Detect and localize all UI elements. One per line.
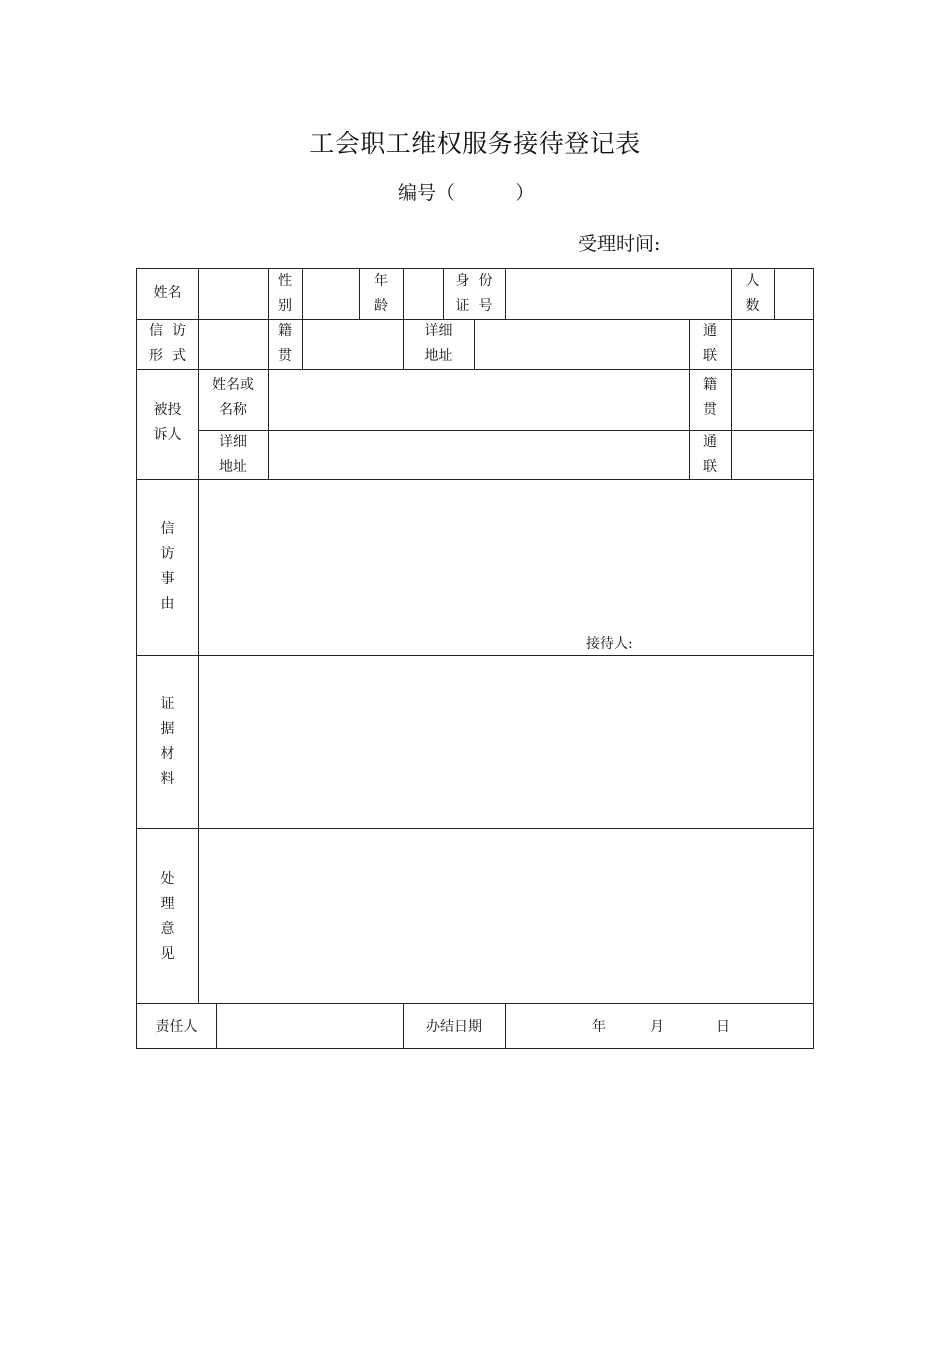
col-divider <box>505 1003 506 1048</box>
accept-time-label: 受理时间: <box>578 233 661 255</box>
day-label: 日 <box>716 1019 730 1035</box>
col-divider <box>198 319 199 369</box>
document-title: 工会职工维权服务接待登记表 <box>309 129 641 158</box>
col-divider <box>216 1003 217 1048</box>
people-count-label: 人 数 <box>745 273 760 314</box>
row-divider <box>137 1003 813 1004</box>
address-label: 详细 地址 <box>424 323 453 364</box>
row-divider <box>137 655 813 656</box>
visit-form-label: 信 访 形 式 <box>149 323 186 364</box>
col-divider <box>403 269 404 319</box>
respondent-address-label: 详细 地址 <box>219 434 247 475</box>
month-label: 月 <box>650 1019 664 1035</box>
petition-reason-label: 信 访 事 由 <box>160 521 175 612</box>
receiver-label: 接待人: <box>586 636 633 652</box>
age-label: 年 龄 <box>374 273 388 314</box>
contact-label: 通 联 <box>703 323 717 364</box>
col-divider <box>268 369 269 479</box>
respondent-contact-label: 通 联 <box>703 434 717 475</box>
col-divider <box>302 269 303 319</box>
id-number-label: 身 份 证 号 <box>455 273 493 314</box>
col-divider <box>198 269 199 319</box>
col-divider <box>774 269 775 319</box>
respondent-label: 被投 诉人 <box>153 402 182 443</box>
responsible-label: 责任人 <box>155 1019 198 1035</box>
col-divider <box>474 319 475 369</box>
col-divider <box>198 479 199 1003</box>
evidence-label: 证 据 材 料 <box>160 696 175 787</box>
native-place-label: 籍 贯 <box>278 323 292 364</box>
row-divider <box>137 828 813 829</box>
name-label: 姓名 <box>153 285 182 301</box>
col-divider <box>731 369 732 479</box>
handling-opinion-label: 处 理 意 见 <box>160 871 175 962</box>
row-divider <box>137 369 813 370</box>
col-divider <box>302 319 303 369</box>
serial-number: 编号（ ） <box>398 182 535 204</box>
col-divider <box>505 269 506 319</box>
respondent-name-label: 姓名或 名称 <box>212 377 254 418</box>
registration-form-table <box>136 268 814 1049</box>
col-divider <box>731 319 732 369</box>
respondent-native-place-label: 籍 贯 <box>703 377 717 418</box>
completion-date-label: 办结日期 <box>426 1019 482 1035</box>
gender-label: 性 别 <box>278 273 292 314</box>
year-label: 年 <box>592 1019 606 1035</box>
